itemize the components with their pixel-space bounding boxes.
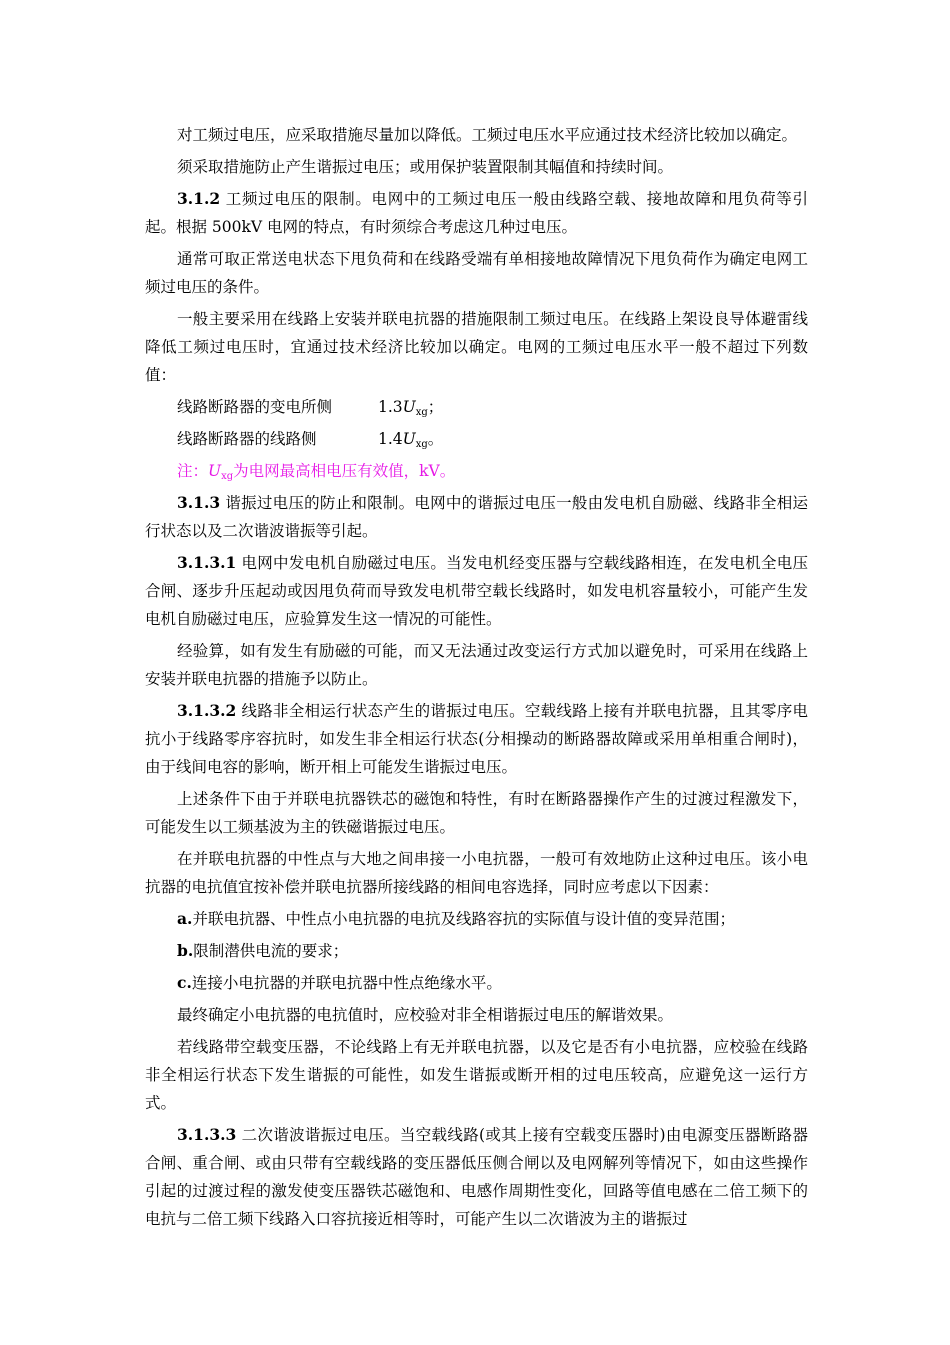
section-3-1-3-2: [145, 697, 808, 781]
section-3-1-3-3: [145, 1121, 808, 1233]
row-label: 线路断路器的变电所侧: [177, 398, 333, 416]
row-label: 线路断路器的线路侧: [177, 430, 317, 448]
paragraph: 一般主要采用在线路上安装并联电抗器的措施限制工频过电压。在线路上架设良导体避雷线降低工频过电压时，宜通过技术经济比较加以确定。电网的工频过电压水平一般不超过下列数值：: [145, 310, 808, 384]
section-text: 线路非全相运行状态产生的谐振过电压。空载线路上接有并联电抗器，且其零序电抗小于线路零序容抗时，如发生非全相运行状态(分相操动的断路器故障或采用单相重合闸时)，由于线间电容的影响，断开相上可能发生谐振过电压。: [145, 702, 808, 776]
voltage-limit-row-line: [145, 425, 808, 453]
list-item-b: b.限制潜供电流的要求；: [177, 941, 349, 960]
section-text: 工频过电压的限制。电网中的工频过电压一般由线路空载、接地故障和甩负荷等引起。根据 500kV 电网的特点，有时须综合考虑这几种过电压。: [145, 190, 808, 236]
section-3-1-3: [145, 489, 808, 545]
paragraph: 上述条件下由于并联电抗器铁芯的磁饱和特性，有时在断路器操作产生的过渡过程激发下，可能发生以工频基波为主的铁磁谐振过电压。: [145, 790, 808, 836]
paragraph: 经验算，如有发生有励磁的可能，而又无法通过改变运行方式加以避免时，可采用在线路上安装并联电抗器的措施予以防止。: [145, 642, 808, 688]
section-text: 电网中发电机自励磁过电压。当发电机经变压器与空载线路相连，在发电机全电压合闸、逐步升压起动或因甩负荷而导致发电机带空载长线路时，如发电机容量较小，可能产生发电机自励磁过电压，应验算发生这一情况的可能性。: [145, 554, 808, 628]
note: 注：$U_{xg}$为电网最高相电压有效值，kV。: [177, 462, 456, 482]
row-value: $1.3U_{xg}$；: [378, 398, 444, 418]
paragraph: 须采取措施防止产生谐振过电压；或用保护装置限制其幅值和持续时间。: [177, 158, 674, 176]
paragraph: 对工频过电压，应采取措施尽量加以降低。工频过电压水平应通过技术经济比较加以确定。: [177, 126, 798, 144]
list-item-a: a.并联电抗器、中性点小电抗器的电抗及线路容抗的实际值与设计值的变异范围；: [177, 909, 735, 928]
section-number: 3.1.3.2: [177, 701, 237, 720]
section-3-1-3-1: [145, 549, 808, 633]
row-value: $1.4U_{xg}$。: [378, 430, 444, 450]
paragraph: 通常可取正常送电状态下甩负荷和在线路受端有单相接地故障情况下甩负荷作为确定电网工频过电压的条件。: [145, 250, 808, 296]
section-text: 谐振过电压的防止和限制。电网中的谐振过电压一般由发电机自励磁、线路非全相运行状态以及二次谐波谐振等引起。: [145, 494, 808, 540]
section-text: 二次谐波谐振过电压。当空载线路(或其上接有空载变压器时)由电源变压器断路器合闸、重合闸、或由只带有空载线路的变压器低压侧合闸以及电网解列等情况下，如由这些操作引起的过渡过程的激发使变压器铁芯磁饱和、电感作周期性变化，回路等值电感在二倍工频下的电抗与二倍工频下线路入口容抗接近相等时，可能产生以二次谐波为主的谐振过: [145, 1126, 808, 1228]
section-number: 3.1.3.3: [177, 1125, 237, 1144]
section-number: 3.1.3: [177, 493, 221, 512]
section-number: 3.1.3.1: [177, 553, 237, 572]
section-3-1-2: [145, 185, 808, 241]
paragraph: 最终确定小电抗器的电抗值时，应校验对非全相谐振过电压的解谐效果。: [177, 1006, 674, 1024]
section-number: 3.1.2: [177, 189, 221, 208]
voltage-limit-row-substation: [145, 393, 808, 421]
list-item-c: c.连接小电抗器的并联电抗器中性点绝缘水平。: [177, 973, 502, 992]
paragraph: 若线路带空载变压器，不论线路上有无并联电抗器，以及它是否有小电抗器，应校验在线路非全相运行状态下发生谐振的可能性，如发生谐振或断开相的过电压较高，应避免这一运行方式。: [145, 1038, 808, 1112]
document-body: [145, 121, 808, 1233]
paragraph: 在并联电抗器的中性点与大地之间串接一小电抗器，一般可有效地防止这种过电压。该小电抗器的电抗值宜按补偿并联电抗器所接线路的相间电容选择，同时应考虑以下因素：: [145, 850, 808, 896]
